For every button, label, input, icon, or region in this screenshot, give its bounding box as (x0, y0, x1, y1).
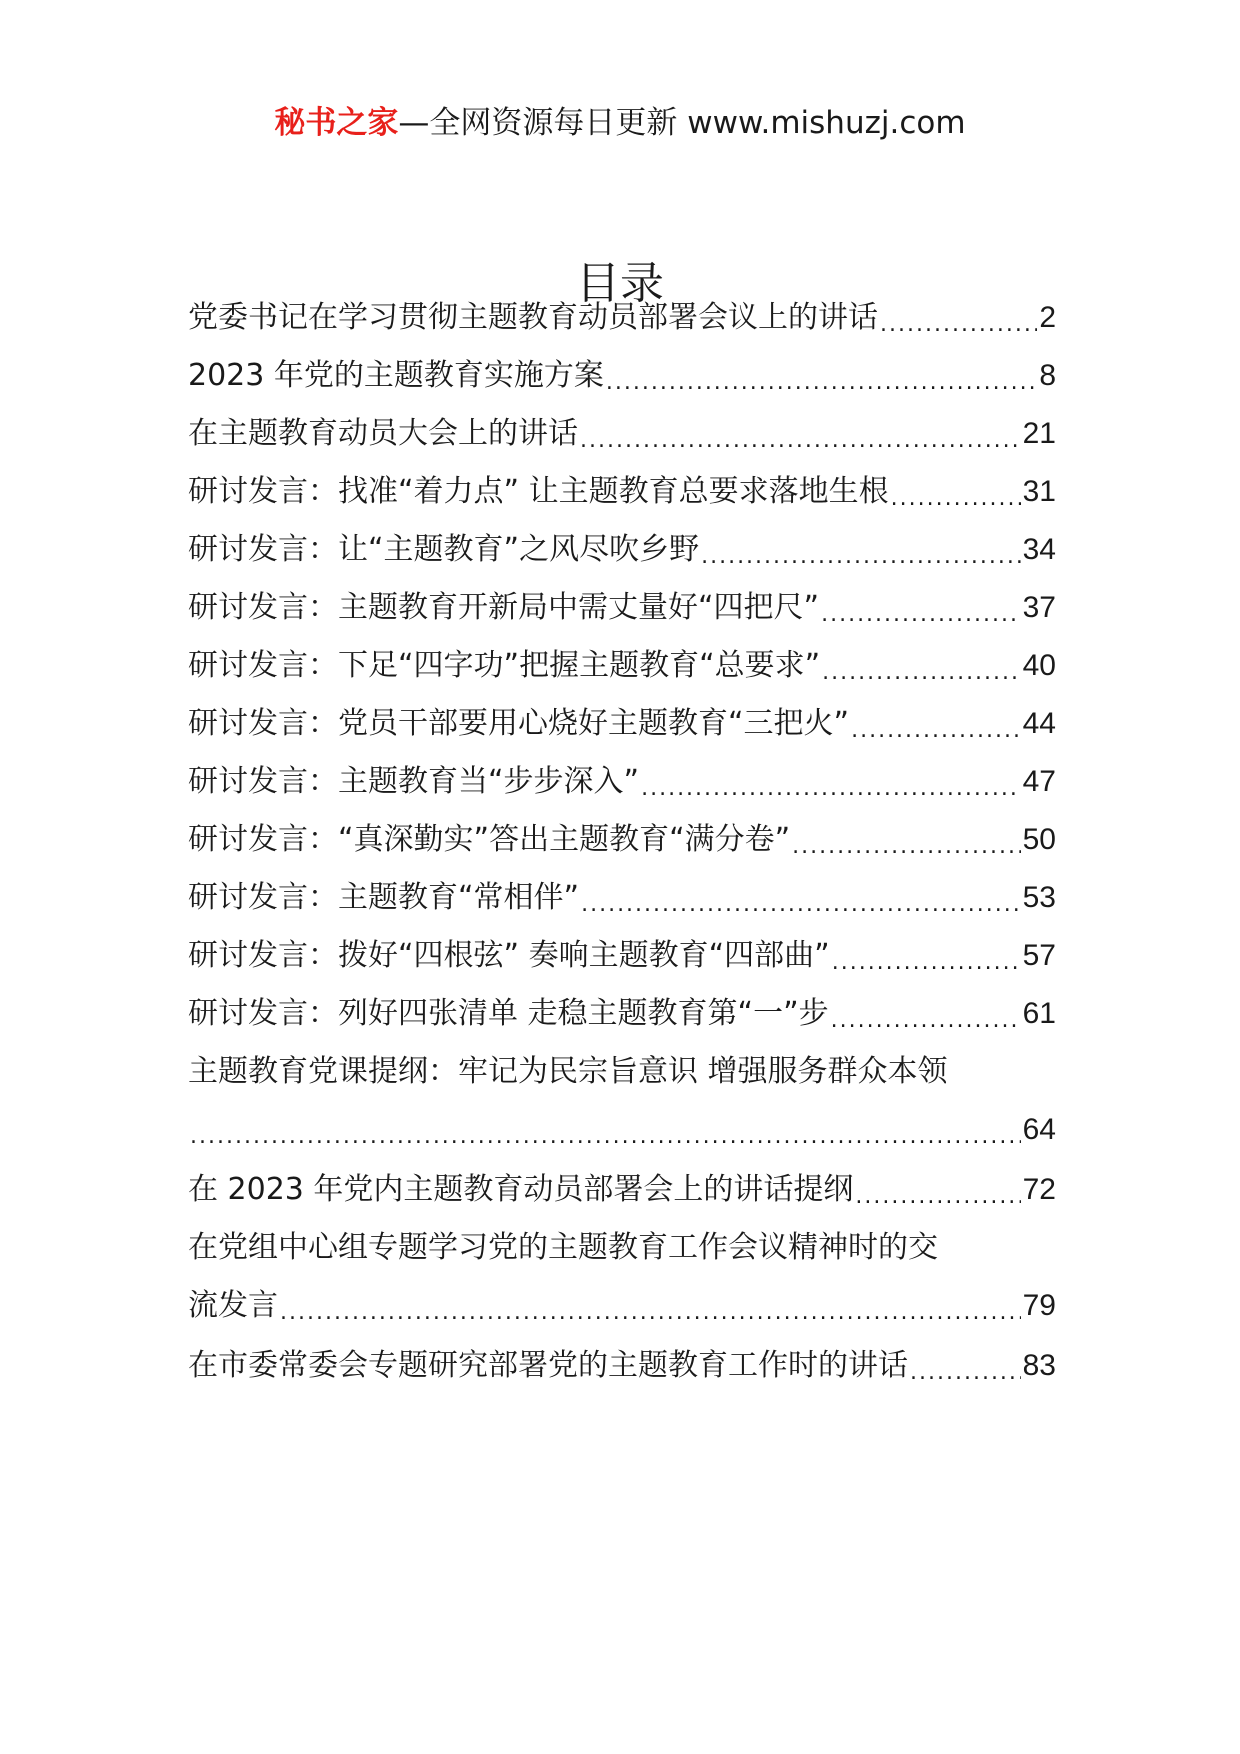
toc-entry-title: 研讨发言：列好四张清单 走稳主题教育第“一”步 (188, 996, 829, 1031)
toc-entry-title: 研讨发言：拨好“四根弦” 奏响主题教育“四部曲” (188, 938, 830, 973)
toc-entry[interactable] (188, 1338, 1056, 1388)
toc-entry-title: 研讨发言：“真深勤实”答出主题教育“满分卷” (188, 822, 791, 857)
toc-entry-title: 研讨发言：让“主题教育”之风尽吹乡野 (188, 532, 700, 567)
toc-entry[interactable] (188, 812, 1056, 862)
dot-leader (880, 312, 1037, 338)
toc-entry-title: 研讨发言：党员干部要用心烧好主题教育“三把火” (188, 706, 850, 741)
toc-entry-title: 研讨发言：主题教育当“步步深入” (188, 764, 640, 799)
toc-entry-page: 64 (1022, 1113, 1056, 1146)
toc-entry[interactable] (188, 522, 1056, 572)
toc-entry-page: 57 (1022, 939, 1056, 972)
toc-entry[interactable] (188, 928, 1056, 978)
dot-leader (606, 370, 1037, 396)
toc-entry-page: 53 (1022, 881, 1056, 914)
toc-entry-title: 研讨发言：下足“四字功”把握主题教育“总要求” (188, 648, 821, 683)
toc-entry-title: 主题教育党课提纲：牢记为民宗旨意识 增强服务群众本领 (188, 1054, 948, 1089)
toc-entry[interactable] (188, 348, 1056, 398)
toc-entry[interactable] (188, 464, 1056, 514)
toc-entry-title: 在党组中心组专题学习党的主题教育工作会议精神时的交 (188, 1230, 938, 1265)
dot-leader (280, 1300, 1021, 1326)
toc-entry-line-2[interactable] (188, 1102, 1056, 1152)
toc-entry-title: 在主题教育动员大会上的讲话 (188, 416, 578, 451)
toc-entry-page: 61 (1022, 997, 1056, 1030)
toc-title: 目录 (576, 258, 664, 309)
dot-leader (851, 718, 1021, 744)
dot-leader (891, 486, 1021, 512)
dot-leader (580, 428, 1021, 454)
dot-leader (641, 776, 1021, 802)
toc-entry-page: 31 (1022, 475, 1056, 508)
toc-entry-line-2[interactable] (188, 1278, 1056, 1328)
site-header (0, 100, 1240, 146)
toc-entry[interactable] (188, 870, 1056, 920)
header-tagline: —全网资源每日更新 www.mishuzj.com (398, 105, 966, 141)
toc-entry-title: 在 2023 年党内主题教育动员部署会上的讲话提纲 (188, 1172, 854, 1207)
dot-leader (821, 602, 1021, 628)
toc-entry[interactable] (188, 638, 1056, 688)
toc-entry-page: 34 (1022, 533, 1056, 566)
toc-entry-title: 在市委常委会专题研究部署党的主题教育工作时的讲话 (188, 1348, 908, 1383)
dot-leader (855, 1184, 1020, 1210)
dot-leader (910, 1360, 1021, 1386)
toc-entry-page: 50 (1022, 823, 1056, 856)
toc-entry[interactable] (188, 1162, 1056, 1212)
toc-entry-page: 2 (1039, 301, 1056, 334)
toc-entry[interactable] (188, 754, 1056, 804)
toc-entry-page: 21 (1022, 417, 1056, 450)
toc-entry[interactable] (188, 580, 1056, 630)
toc-entry-page: 37 (1022, 591, 1056, 624)
toc-entry-page: 8 (1039, 359, 1056, 392)
dot-leader (832, 950, 1021, 976)
toc-entry[interactable] (188, 696, 1056, 746)
toc-entry-title: 研讨发言：找准“着力点” 让主题教育总要求落地生根 (188, 474, 889, 509)
toc-entry-title: 党委书记在学习贯彻主题教育动员部署会议上的讲话 (188, 300, 878, 335)
dot-leader (581, 892, 1021, 918)
toc-entry-line-1[interactable] (188, 1044, 1056, 1094)
toc-entry-title: 研讨发言：主题教育开新局中需丈量好“四把尺” (188, 590, 820, 625)
dot-leader (190, 1124, 1021, 1150)
toc-entry[interactable] (188, 406, 1056, 456)
brand-name: 秘书之家 (274, 105, 399, 141)
toc-entry-page: 47 (1022, 765, 1056, 798)
toc-entry-page: 40 (1022, 649, 1056, 682)
dot-leader (792, 834, 1020, 860)
toc-entry-line-1[interactable] (188, 1220, 1056, 1270)
toc-entry-page: 79 (1022, 1289, 1056, 1322)
toc-entry-page: 44 (1022, 707, 1056, 740)
toc-entry-title-cont: 流发言 (188, 1288, 278, 1323)
toc-entry-title: 研讨发言：主题教育“常相伴” (188, 880, 580, 915)
dot-leader (822, 660, 1020, 686)
toc-entry[interactable] (188, 290, 1056, 340)
toc-entry[interactable] (188, 986, 1056, 1036)
dot-leader (701, 544, 1021, 570)
dot-leader (831, 1008, 1021, 1034)
toc-entry-title: 2023 年党的主题教育实施方案 (188, 358, 604, 393)
toc-entry-page: 83 (1022, 1349, 1056, 1382)
toc-entry-page: 72 (1022, 1173, 1056, 1206)
